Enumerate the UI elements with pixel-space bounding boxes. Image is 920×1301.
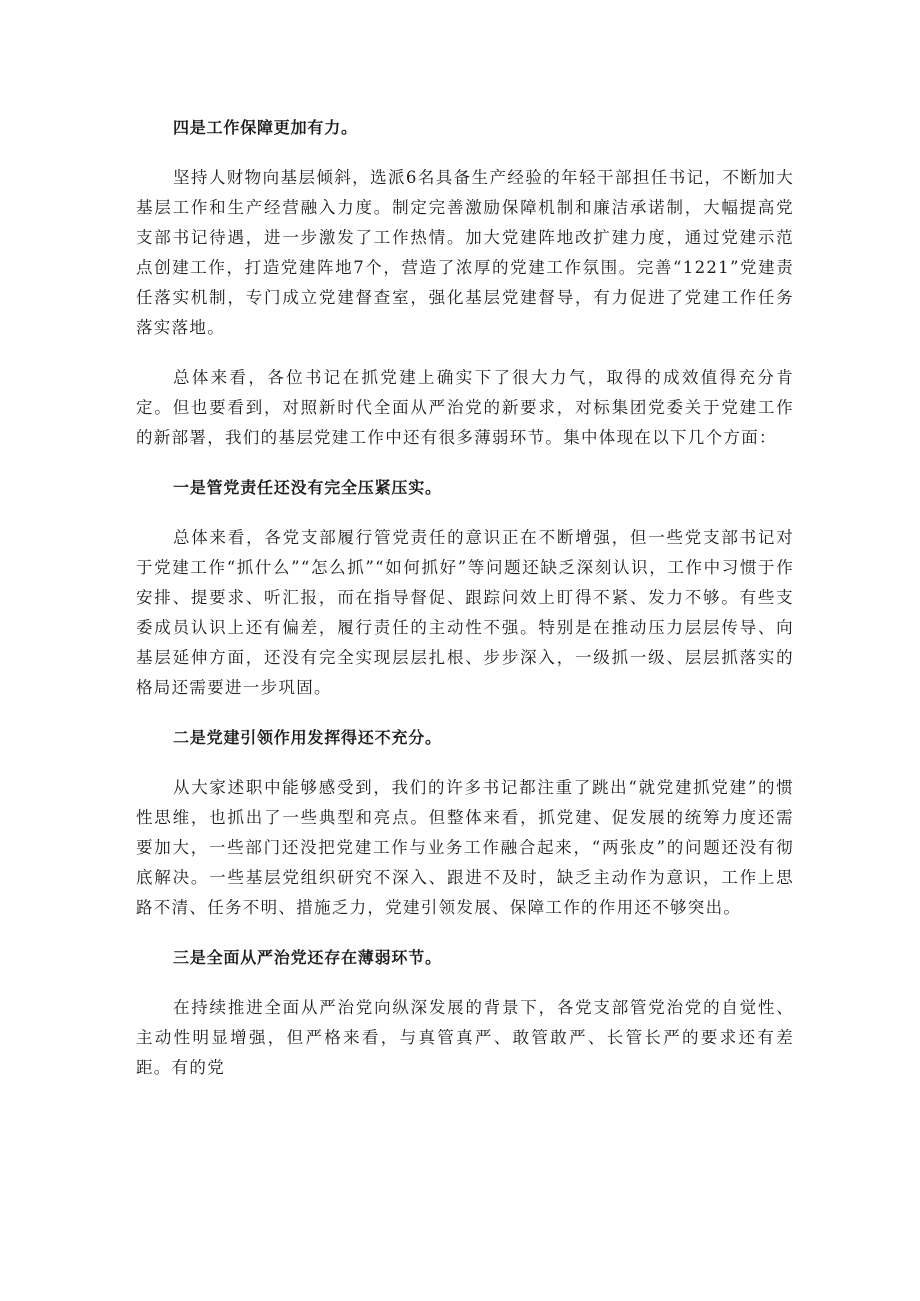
section-heading-strict-governance: 三是全面从严治党还存在薄弱环节。 [173, 948, 442, 967]
section-heading-work-guarantee: 四是工作保障更加有力。 [173, 118, 358, 137]
section-heading-responsibility: 一是管党责任还没有完全压紧压实。 [173, 478, 442, 497]
paragraph-strict-governance: 在持续推进全面从严治党向纵深发展的背景下，各党支部管党治党的自觉性、主动性明显增强，但严格来看，与真管真严、敢管敢严、长管长严的要求还有差距。有的党 [136, 998, 794, 1077]
paragraph-overall-assessment: 总体来看，各位书记在抓党建上确实下了很大力气，取得的成效值得充分肯定。但也要看到，对照新时代全面从严治党的新要求，对标集团党委关于党建工作的新部署，我们的基层党建工作中还有很多薄弱环节。集中体现在以下几个方面： [136, 368, 794, 447]
section-heading-leading-role: 二是党建引领作用发挥得还不充分。 [173, 728, 442, 747]
paragraph-responsibility: 总体来看，各党支部履行管党责任的意识正在不断增强，但一些党支部书记对于党建工作“抓什么”“怎么抓”“如何抓好”等问题还缺乏深刻认识，工作中习惯于作安排、提要求、听汇报，而在指导督促、跟踪问效上盯得不紧、发力不够。有些支委成员认识上还有偏差，履行责任的主动性不强。特别是在推动压力层层传导、向基层延伸方面，还没有完全实现层层扎根、步步深入，一级抓一级、层层抓落实的格局还需要进一步巩固。 [136, 528, 794, 697]
paragraph-leading-role: 从大家述职中能够感受到，我们的许多书记都注重了跳出“就党建抓党建”的惯性思维，也抓出了一些典型和亮点。但整体来看，抓党建、促发展的统筹力度还需要加大，一些部门还没把党建工作与业务工作融合起来，“两张皮”的问题还没有彻底解决。一些基层党组织研究不深入、跟进不及时，缺乏主动作为意识，工作上思路不清、任务不明、措施乏力，党建引领发展、保障工作的作用还不够突出。 [136, 778, 794, 917]
paragraph-work-guarantee: 坚持人财物向基层倾斜，选派6名具备生产经验的年轻干部担任书记，不断加大基层工作和生产经营融入力度。制定完善激励保障机制和廉洁承诺制，大幅提高党支部书记待遇，进一步激发了工作热情。加大党建阵地改扩建力度，通过党建示范点创建工作，打造党建阵地7个，营造了浓厚的党建工作氛围。完善“1221”党建责任落实机制，专门成立党建督查室，强化基层党建督导，有力促进了党建工作任务落实落地。 [136, 168, 794, 337]
